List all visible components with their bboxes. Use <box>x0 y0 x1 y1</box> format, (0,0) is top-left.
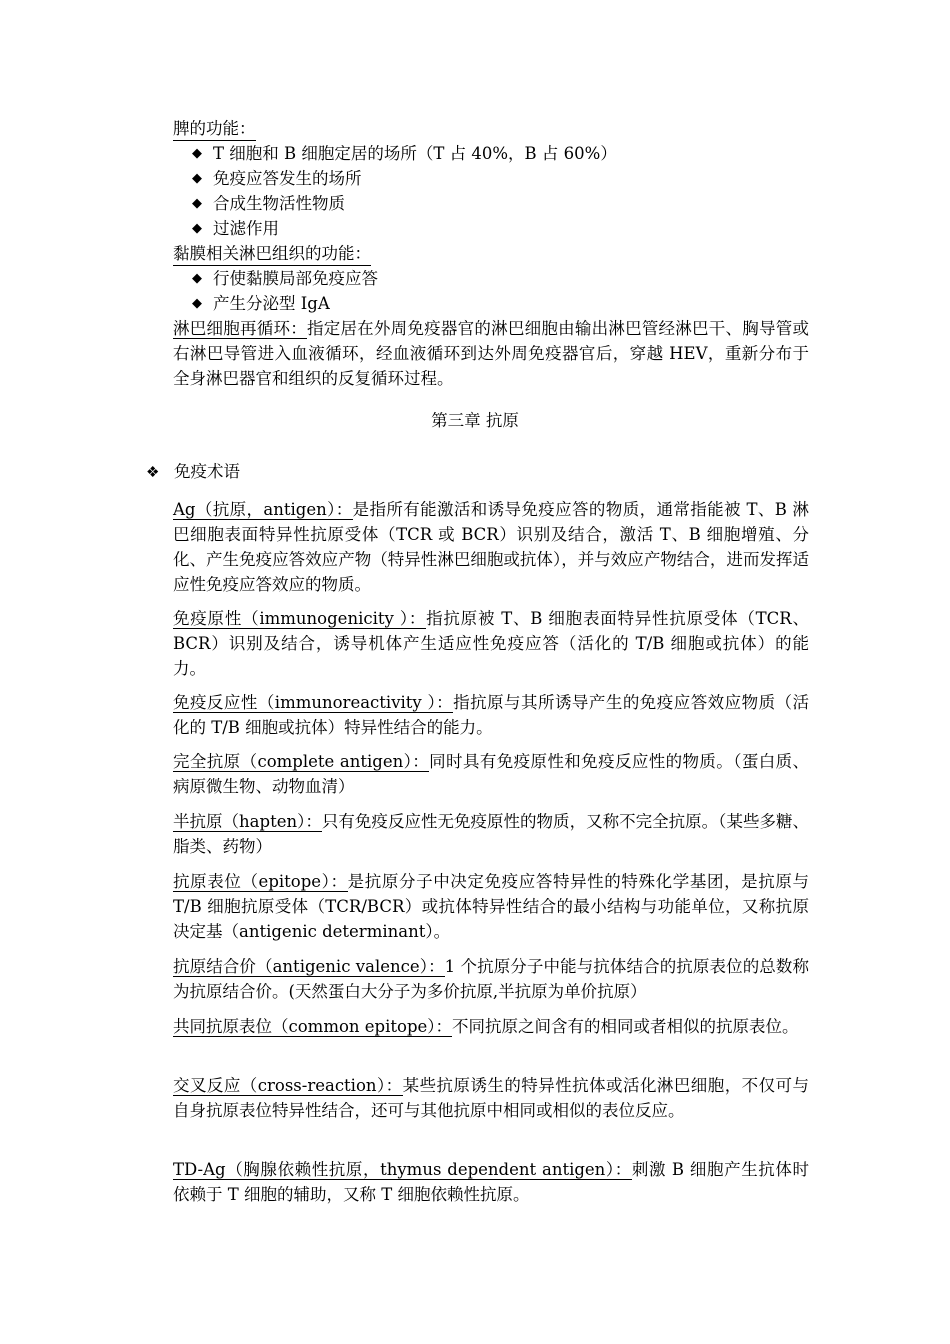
term-definition: 免疫原性（immunogenicity ）：指抗原被 T、B 细胞表面特异性抗原受体（TCR、BCR）识别及结合，诱导机体产生适应性免疫应答（活化的 T/B 细胞或抗体）的能力。 <box>173 609 809 678</box>
spleen-section <box>173 116 809 391</box>
list-item: ◆ 行使黏膜局部免疫应答 <box>173 266 809 291</box>
section-heading: ❖ 免疫术语 <box>146 459 240 485</box>
list-item: ◆ 产生分泌型 IgA <box>173 291 809 316</box>
diamond-bullet-icon: ◆ <box>192 271 202 286</box>
malt-heading: 黏膜相关淋巴组织的功能： <box>173 243 371 266</box>
term-definition: 抗原表位（epitope）：是抗原分子中决定免疫应答特异性的特殊化学基团，是抗原与 T/B 细胞抗原受体（TCR/BCR）或抗体特异性结合的最小结构与功能单位，又称抗原决定基（antigenic determinant）。 <box>173 872 810 941</box>
list-item: ◆ T 细胞和 B 细胞定居的场所（T 占 40%，B 占 60%） <box>173 141 809 166</box>
chapter-title: 第三章 抗原 <box>431 411 519 430</box>
list-item: ◆ 过滤作用 <box>173 216 809 241</box>
list-item: ◆ 合成生物活性物质 <box>173 191 809 216</box>
term-definition: Ag（抗原，antigen）：是指所有能激活和诱导免疫应答的物质，通常指能被 T、B 淋巴细胞表面特异性抗原受体（TCR 或 BCR）识别及结合，激活 T、B 细胞增殖、分化、产生免疫应答效应产物（特异性淋巴细胞或抗体），并与效应产物结合，进而发挥适应性免疫应答效应的物质。 <box>173 500 809 594</box>
term-definition: 半抗原（hapten）：只有免疫反应性无免疫原性的物质，又称不完全抗原。（某些多糖、脂类、药物） <box>173 812 809 856</box>
term-definition: TD-Ag（胸腺依赖性抗原，thymus dependent antigen）：刺激 B 细胞产生抗体时依赖于 T 细胞的辅助，又称 T 细胞依赖性抗原。 <box>173 1160 810 1204</box>
diamond-bullet-icon: ◆ <box>192 196 202 211</box>
diamond-bullet-icon: ◆ <box>192 171 202 186</box>
spleen-heading: 脾的功能： <box>173 118 256 141</box>
recirculation-paragraph: 淋巴细胞再循环：指定居在外周免疫器官的淋巴细胞由输出淋巴管经淋巴干、胸导管或右淋巴导管进入血液循环，经血液循环到达外周免疫器官后，穿越 HEV，重新分布于全身淋巴器官和组织的反复循环过程。 <box>173 319 810 388</box>
diamond-bullet-icon: ◆ <box>192 221 202 236</box>
list-item: ◆ 免疫应答发生的场所 <box>173 166 809 191</box>
term-definition: 交叉反应（cross-reaction）：某些抗原诱生的特异性抗体或活化淋巴细胞，不仅可与自身抗原表位特异性结合，还可与其他抗原中相同或相似的表位反应。 <box>173 1076 810 1120</box>
diamond-section-icon: ❖ <box>146 463 160 481</box>
term-definition: 完全抗原（complete antigen）：同时具有免疫原性和免疫反应性的物质。（蛋白质、病原微生物、动物血清） <box>173 752 809 796</box>
term-definition: 免疫反应性（immunoreactivity ）：指抗原与其所诱导产生的免疫应答效应物质（活化的 T/B 细胞或抗体）特异性结合的能力。 <box>173 693 809 737</box>
diamond-bullet-icon: ◆ <box>192 296 202 311</box>
diamond-bullet-icon: ◆ <box>192 146 202 161</box>
term-definition: 抗原结合价（antigenic valence）：1 个抗原分子中能与抗体结合的抗原表位的总数称为抗原结合价。(天然蛋白大分子为多价抗原,半抗原为单价抗原） <box>173 957 809 1001</box>
term-definition: 共同抗原表位（common epitope）：不同抗原之间含有的相同或者相似的抗原表位。 <box>173 1017 799 1036</box>
